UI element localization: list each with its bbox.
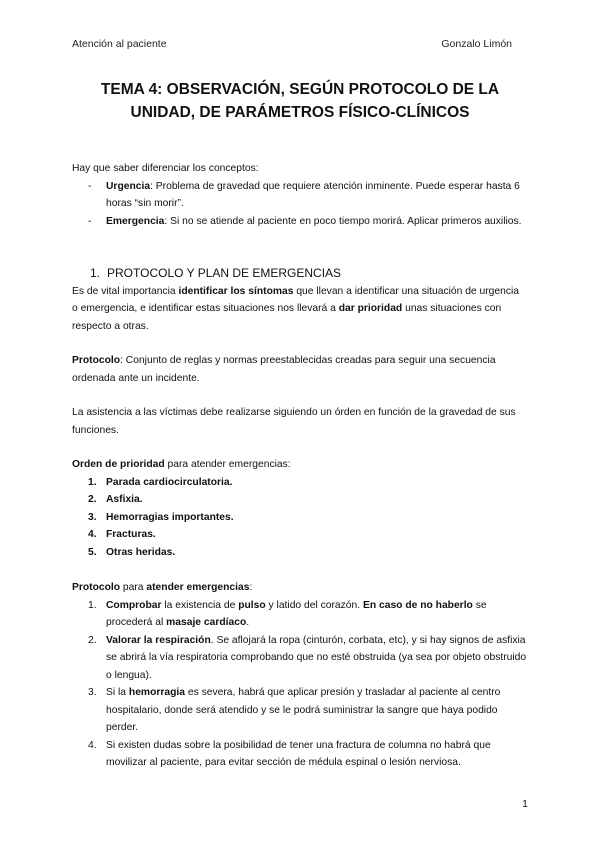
text-run-bold: Comprobar: [106, 599, 162, 611]
protocol-list: [72, 597, 527, 772]
list-number: 3.: [88, 511, 97, 523]
list-number: 1.: [88, 599, 97, 611]
title-line-1: TEMA 4: OBSERVACIÓN, SEGÚN PROTOCOLO DE LA: [100, 81, 500, 98]
text-run: Es de vital importancia: [72, 285, 179, 297]
list-item: [72, 178, 527, 213]
paragraph: [72, 352, 527, 387]
list-item: [72, 474, 527, 492]
text-run-bold: Protocolo: [72, 582, 121, 593]
header-left: Atención al paciente: [72, 38, 167, 50]
term-protocolo: Protocolo: [72, 355, 121, 366]
header-right: Gonzalo Limón: [441, 38, 512, 50]
text-run: unas situaciones con respecto a otras.: [72, 303, 502, 332]
text-run-bold: Orden de prioridad: [72, 459, 165, 470]
definition-text: : Si no se atiende al paciente en poco tiempo morirá. Aplicar primeros auxilios.: [164, 215, 522, 227]
list-number: 4.: [88, 529, 97, 540]
list-item: [72, 544, 527, 562]
text-run: la existencia de: [161, 599, 239, 611]
text-run-bold: atender emergencias: [146, 582, 250, 593]
list-number: 5.: [88, 546, 97, 558]
definition-text: : Problema de gravedad que requiere atención inminente. Puede esperar hasta 6 horas “sin morir”.: [106, 180, 520, 209]
intro-lead: Hay que saber diferenciar los conceptos:: [72, 163, 259, 174]
list-item: [72, 509, 527, 527]
list-item: [72, 597, 527, 632]
list-number: 3.: [88, 687, 97, 698]
text-run: Si la: [106, 687, 129, 698]
list-text: Fracturas.: [106, 529, 156, 540]
list-text: Parada cardiocirculatoria.: [106, 476, 233, 488]
page-number: 1: [522, 798, 528, 810]
priority-list: [72, 474, 527, 562]
list-number: 2.: [88, 494, 97, 505]
list-text: Otras heridas.: [106, 546, 176, 558]
section-number: 1.: [90, 266, 101, 280]
list-text: Asfixia.: [106, 494, 143, 505]
paragraph: La asistencia a las víctimas debe realizarse siguiendo un órden en función de la gravedad de sus funciones.: [72, 407, 516, 436]
priority-lead: [72, 456, 527, 474]
text-run: y latido del corazón.: [265, 599, 363, 611]
list-number: 1.: [88, 476, 97, 488]
list-item: [72, 526, 527, 544]
text-run-bold: Valorar la respiración: [106, 634, 211, 646]
text-run-bold: pulso: [238, 599, 266, 611]
paragraph: [72, 283, 527, 336]
page-title: [60, 78, 540, 124]
protocol-lead: [72, 579, 527, 597]
term-emergencia: Emergencia: [106, 215, 165, 227]
text-run: es severa, habrá que aplicar presión y trasladar al paciente al centro hospitalario, donde será atendido y se le podrá suministrar la sangre que haya podido perder.: [106, 687, 501, 733]
text-run-bold: masaje cardíaco: [166, 617, 247, 628]
list-item: [72, 632, 527, 685]
term-urgencia: Urgencia: [106, 180, 151, 192]
section-heading-text: PROTOCOLO Y PLAN DE EMERGENCIAS: [107, 266, 342, 280]
text-run: que llevan a identificar una situación de urgencia o emergencia, e identificar estas situaciones nos llevará a: [72, 285, 520, 314]
list-number: 2.: [88, 634, 97, 646]
text-run-bold: dar prioridad: [338, 303, 403, 314]
list-item: [72, 213, 527, 231]
list-item: [72, 684, 527, 737]
title-line-2: UNIDAD, DE PARÁMETROS FÍSICO-CLÍNICOS: [130, 104, 470, 121]
section-heading: [72, 265, 527, 283]
text-run-bold: En caso de no haberlo: [362, 599, 473, 611]
list-text: Hemorragias importantes.: [106, 511, 234, 523]
text-run: :: [249, 582, 253, 593]
text-run-bold: identificar los síntomas: [178, 285, 294, 297]
list-item: [72, 737, 527, 772]
text-run-bold: hemorragia: [128, 687, 185, 698]
concepts-list: [72, 178, 527, 231]
text-run: .: [246, 617, 250, 628]
text-run: para: [120, 582, 147, 593]
text-run: para atender emergencias:: [164, 459, 291, 470]
list-number: 4.: [88, 739, 97, 751]
list-item: [72, 491, 527, 509]
text-run: . Se aflojará la ropa (cinturón, corbata, etc), y si hay signos de asfixia se abrirá la vía respiratoria comprobando que no esté obstruida (ya sea por objeto obstruido o lengua).: [106, 634, 527, 681]
text-run: Si existen dudas sobre la posibilidad de tener una fractura de columna no habrá que movilizar al paciente, para evitar sección de médula espinal o lesión nerviosa.: [106, 739, 491, 768]
document-body: [72, 160, 527, 772]
text-run: se procederá al: [106, 599, 487, 628]
text-run: : Conjunto de reglas y normas preestablecidas creadas para seguir una secuencia ordenada ante un incidente.: [72, 355, 496, 384]
